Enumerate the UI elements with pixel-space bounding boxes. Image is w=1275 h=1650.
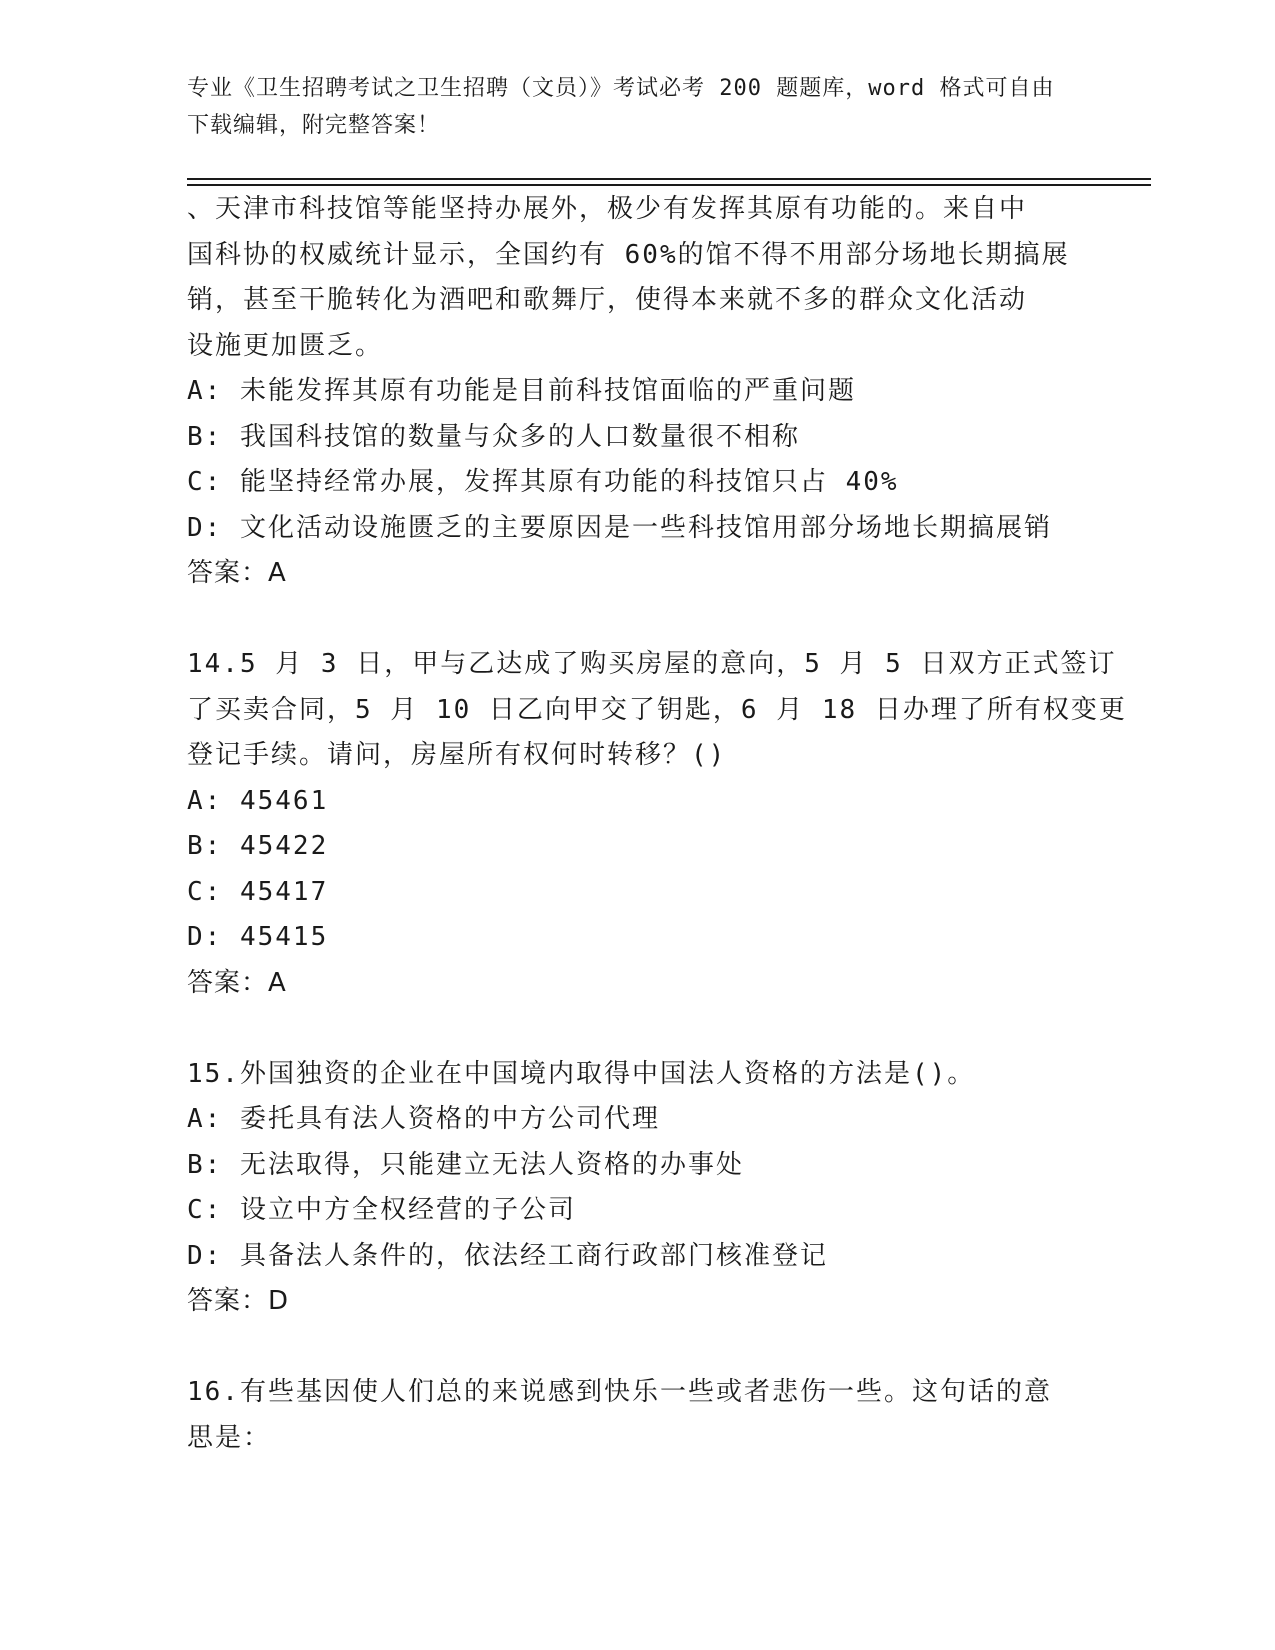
question-stem-line: 了买卖合同，5 月 10 日乙向甲交了钥匙，6 月 18 日办理了所有权变更	[187, 694, 1127, 725]
option-b: B: 无法取得，只能建立无法人资格的办事处	[187, 1149, 744, 1180]
option-b: B: 我国科技馆的数量与众多的人口数量很不相称	[187, 421, 800, 452]
option-c: C: 设立中方全权经营的子公司	[187, 1195, 576, 1225]
option-d: D: 具备法人条件的，依法经工商行政部门核准登记	[187, 1240, 828, 1271]
spacer	[187, 1325, 1087, 1371]
answer: 答案：A	[187, 558, 287, 588]
question-16	[187, 1370, 1087, 1461]
question-15	[187, 1052, 1087, 1325]
spacer	[187, 597, 1087, 643]
header-divider-top	[187, 178, 1151, 180]
header-divider-bottom	[187, 184, 1151, 186]
spacer	[187, 1006, 1087, 1052]
question-stem-line: 思是：	[187, 1422, 272, 1453]
header-title: 专业《卫生招聘考试之卫生招聘（文员）》考试必考 200 题题库，word 格式可自由下载编辑，附完整答案！	[187, 76, 1055, 138]
option-c: C: 45417	[187, 876, 329, 907]
question-13	[187, 187, 1087, 597]
question-stem-line: 16.有些基因使人们总的来说感到快乐一些或者悲伤一些。这句话的意	[187, 1377, 1052, 1407]
option-a: A: 委托具有法人资格的中方公司代理	[187, 1104, 660, 1134]
option-d: D: 文化活动设施匮乏的主要原因是一些科技馆用部分场地长期搞展销	[187, 512, 1052, 543]
answer: 答案：A	[187, 967, 287, 998]
option-b: B: 45422	[187, 831, 329, 861]
question-stem-line: 国科协的权威统计显示，全国约有 60%的馆不得不用部分场地长期搞展	[187, 239, 1070, 270]
option-d: D: 45415	[187, 922, 329, 952]
question-stem-line: 14.5 月 3 日，甲与乙达成了购买房屋的意向，5 月 5 日双方正式签订	[187, 649, 1117, 679]
document-header	[187, 70, 1067, 144]
question-stem-line: 、天津市科技馆等能坚持办展外，极少有发挥其原有功能的。来自中	[187, 194, 1028, 224]
answer: 答案：D	[187, 1286, 290, 1316]
question-stem-line: 15.外国独资的企业在中国境内取得中国法人资格的方法是()。	[187, 1058, 976, 1089]
option-c: C: 能坚持经常办展，发挥其原有功能的科技馆只占 40%	[187, 467, 899, 497]
question-stem-line: 登记手续。请问，房屋所有权何时转移？()	[187, 740, 727, 770]
question-stem-line: 销，甚至干脆转化为酒吧和歌舞厅，使得本来就不多的群众文化活动	[187, 285, 1028, 315]
question-14	[187, 642, 1127, 1006]
document-body	[187, 187, 1127, 1461]
option-a: A: 45461	[187, 785, 329, 816]
question-stem-line: 设施更加匮乏。	[187, 330, 384, 361]
option-a: A: 未能发挥其原有功能是目前科技馆面临的严重问题	[187, 376, 856, 406]
